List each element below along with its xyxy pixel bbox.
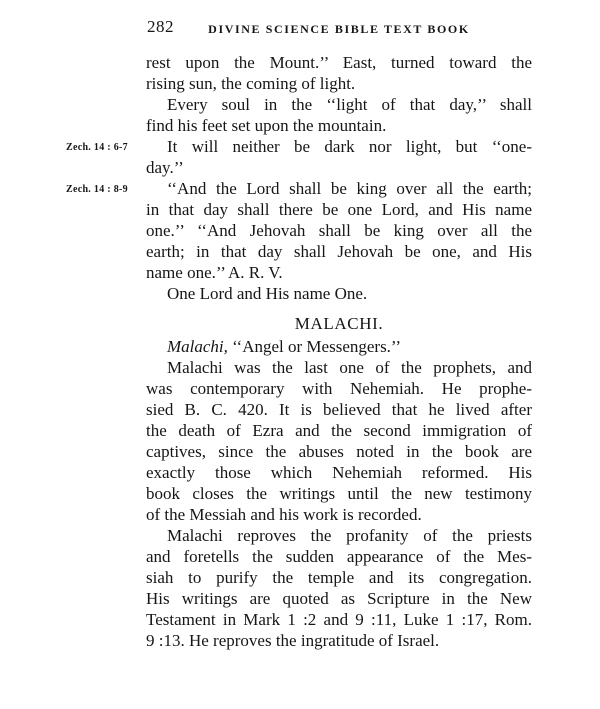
body-line: in that day shall there be one Lord, and His name xyxy=(146,200,532,219)
body-line: His writings are quoted as Scripture in the New xyxy=(146,589,532,608)
body-line: name one.’’ A. R. V. xyxy=(146,263,283,282)
body-line: Every soul in the ‘‘light of that day,’’ shall xyxy=(167,95,532,114)
body-line: Testament in Mark 1 :2 and 9 :11, Luke 1 :17, Rom. xyxy=(146,610,532,629)
body-line: 9 :13. He reproves the ingratitude of Israel. xyxy=(146,631,440,650)
body-line: earth; in that day shall Jehovah be one, and His xyxy=(146,242,532,261)
body-line: Malachi was the last one of the prophets, and xyxy=(167,358,532,377)
body-line xyxy=(146,336,532,357)
running-title: DIVINE SCIENCE BIBLE TEXT BOOK xyxy=(208,22,470,36)
body-line: find his feet set upon the mountain. xyxy=(146,116,387,135)
body-line: one.’’ ‘‘And Jehovah shall be king over all the xyxy=(146,221,532,240)
body-line: One Lord and His name One. xyxy=(167,284,368,303)
body-line: and foretells the sudden appearance of the Mes- xyxy=(146,547,532,566)
body-line: was contemporary with Nehemiah. He prophe- xyxy=(146,379,532,398)
body-line: day.’’ xyxy=(146,158,184,177)
margin-note-zech-14-8-9: Zech. 14 : 8-9 xyxy=(66,184,128,195)
page-number: 282 xyxy=(147,17,174,36)
italic-word: Malachi, xyxy=(167,337,228,356)
text-column xyxy=(146,52,532,651)
body-line: rising sun, the coming of light. xyxy=(146,74,356,93)
body-line: It will neither be dark nor light, but ‘‘one- xyxy=(167,137,532,156)
body-line: sied B. C. 420. It is believed that he lived after xyxy=(146,400,532,419)
section-heading-malachi: MALACHI. xyxy=(294,314,384,333)
margin-note-zech-14-6-7: Zech. 14 : 6-7 xyxy=(66,142,128,153)
line-rest: ‘‘Angel or Messengers.’’ xyxy=(227,337,401,356)
body-line: Malachi reproves the profanity of the priests xyxy=(167,526,532,545)
body-line: rest upon the Mount.’’ East, turned toward the xyxy=(146,53,532,72)
body-line: of the Messiah and his work is recorded. xyxy=(146,505,422,524)
body-line: ‘‘And the Lord shall be king over all the earth; xyxy=(167,179,532,198)
body-line: book closes the writings until the new testimony xyxy=(146,484,532,503)
body-line: captives, since the abuses noted in the book are xyxy=(146,442,532,461)
body-line: exactly those which Nehemiah reformed. His xyxy=(146,463,532,482)
body-line: siah to purify the temple and its congregation. xyxy=(146,568,532,587)
body-line: the death of Ezra and the second immigration of xyxy=(146,421,532,440)
